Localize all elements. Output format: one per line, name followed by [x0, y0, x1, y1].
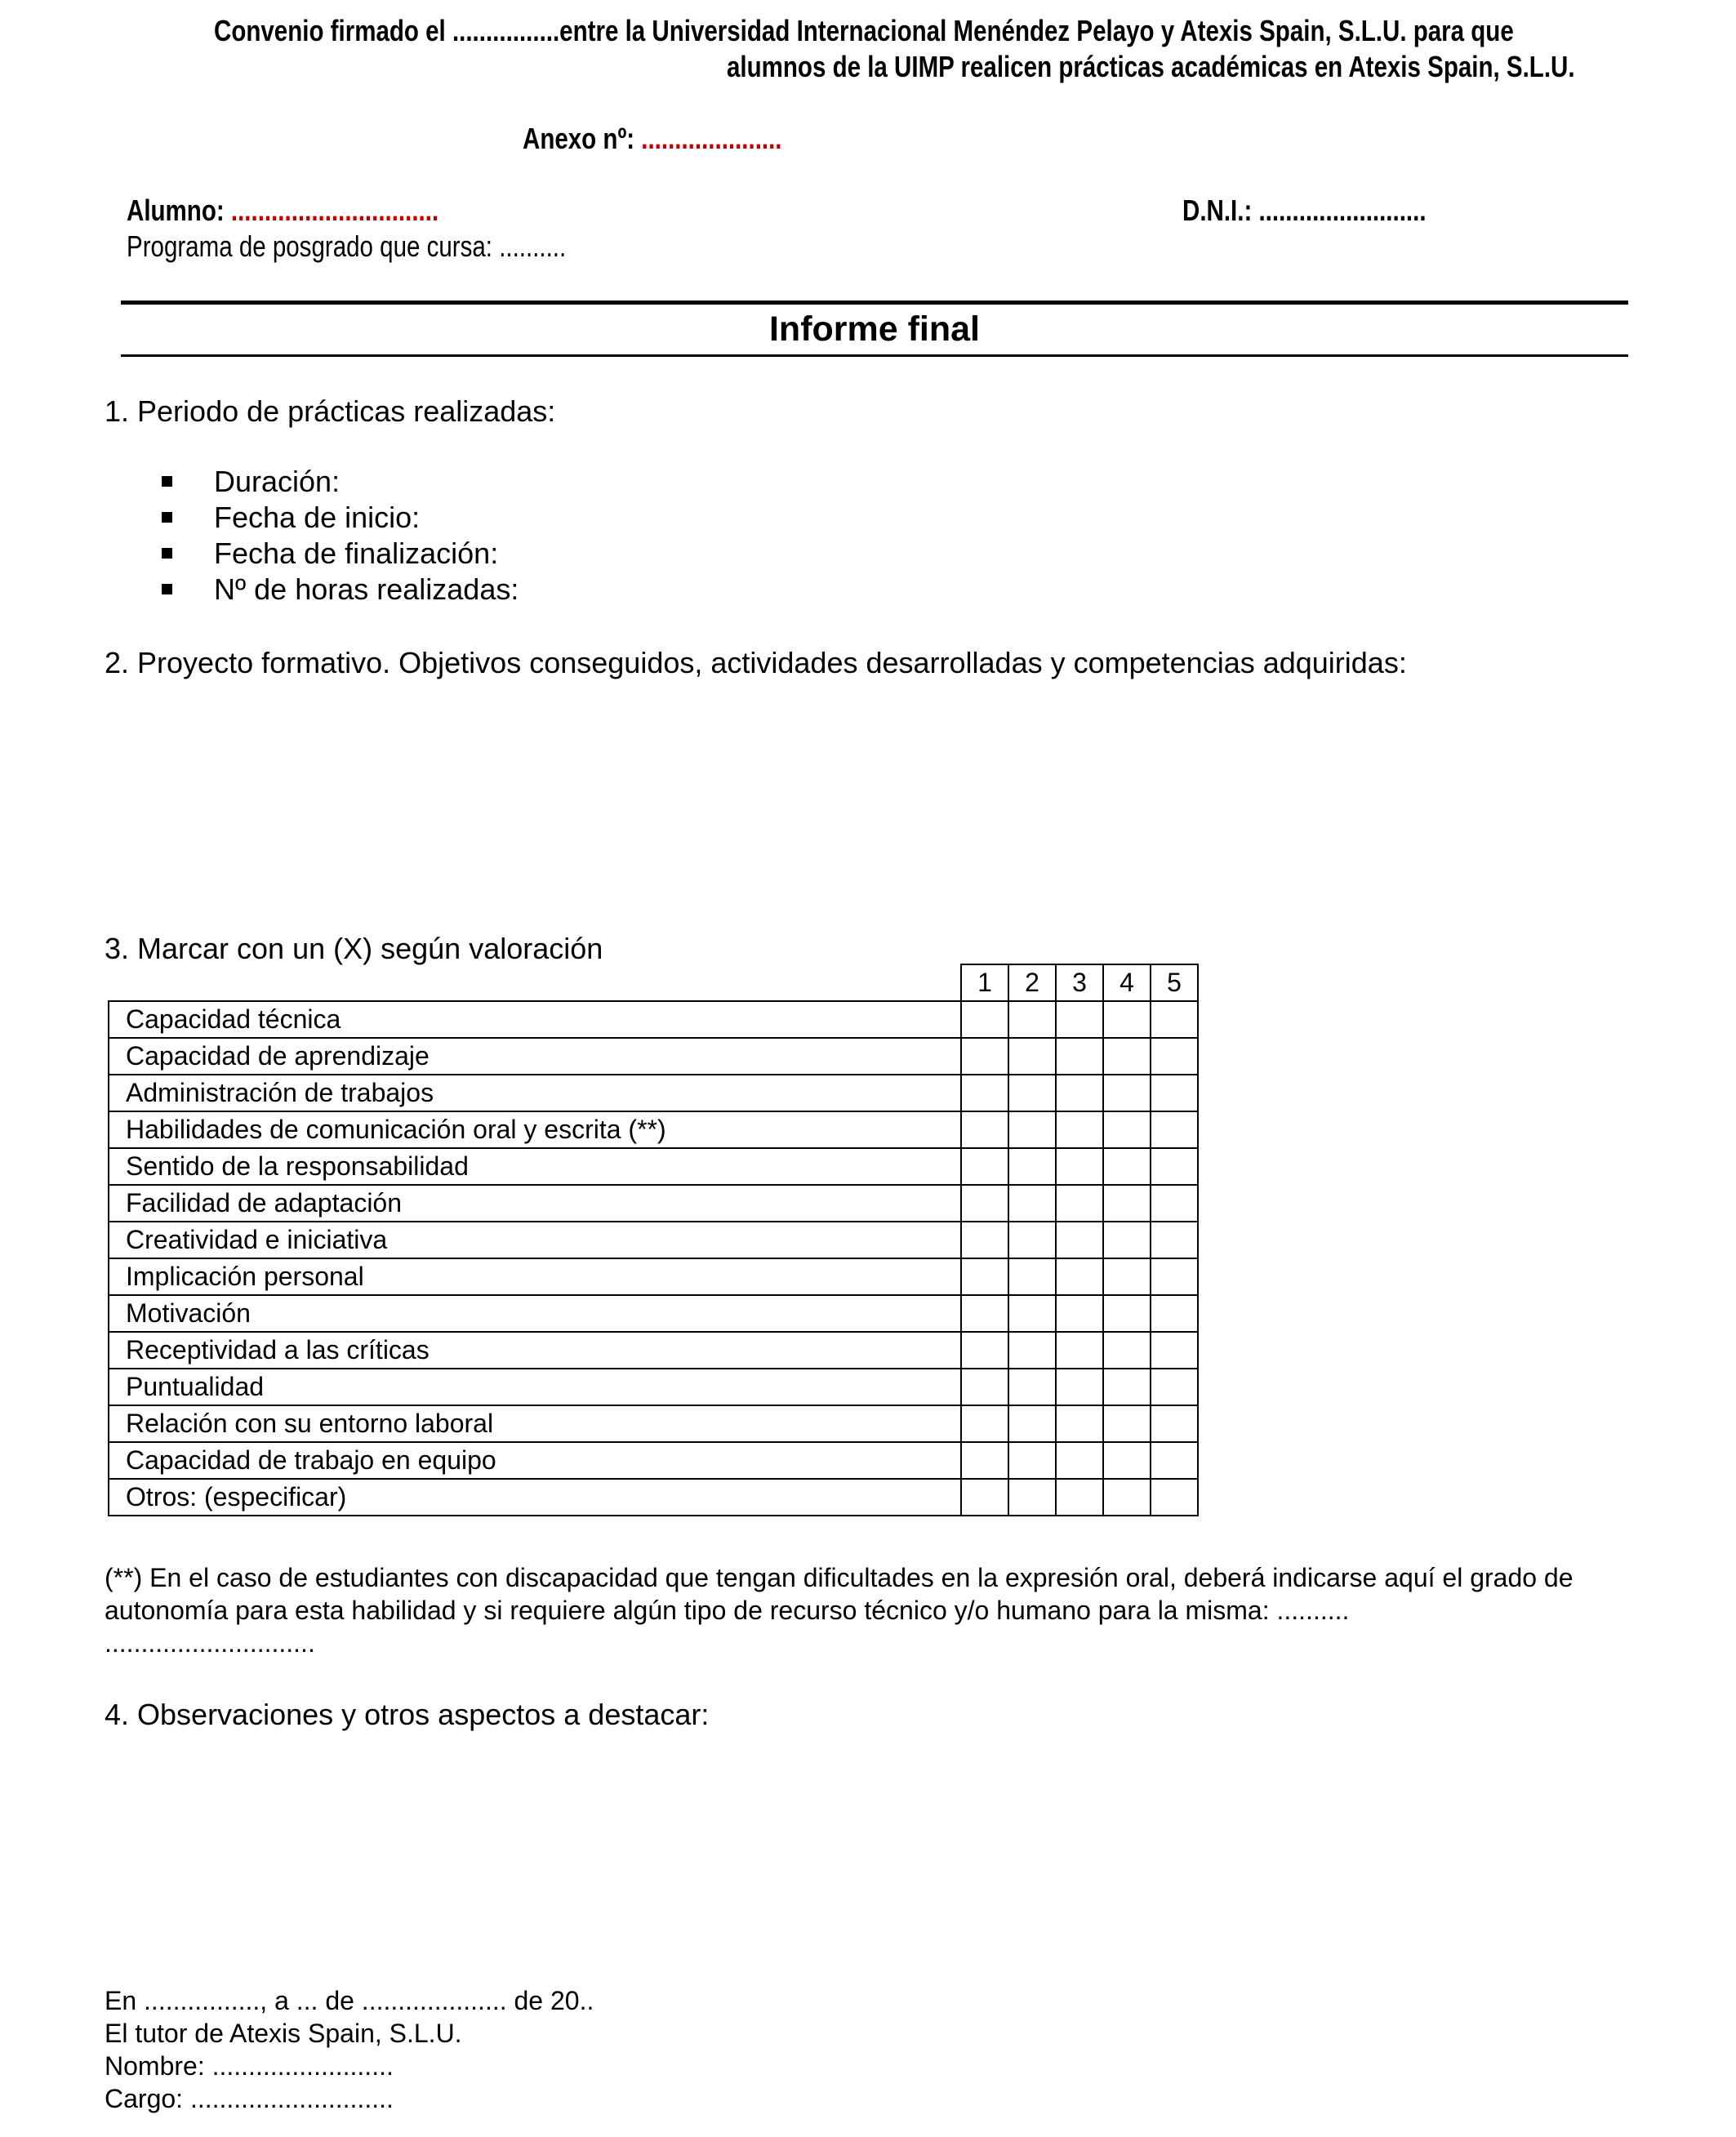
list-item [155, 536, 519, 572]
rating-cell-2[interactable] [1008, 1222, 1056, 1258]
list-item-label: Fecha de finalización: [214, 536, 499, 570]
list-item-label: Nº de horas realizadas: [214, 572, 519, 606]
list-item-label: Duración: [214, 465, 341, 498]
rating-cell-3[interactable] [1056, 1148, 1103, 1185]
rating-cell-1[interactable] [961, 1405, 1008, 1442]
rating-table [108, 964, 1199, 1516]
rating-cell-1[interactable] [961, 1332, 1008, 1369]
rating-cell-2[interactable] [1008, 1185, 1056, 1222]
bullet-icon [162, 512, 172, 523]
alumno-label: Alumno: [127, 194, 225, 227]
table-row [109, 1405, 1198, 1442]
rating-cell-3[interactable] [1056, 1038, 1103, 1075]
rating-cell-2[interactable] [1008, 1258, 1056, 1295]
rating-cell-2[interactable] [1008, 1332, 1056, 1369]
score-header-3: 3 [1056, 964, 1103, 1001]
rating-cell-5[interactable] [1151, 1001, 1198, 1038]
section-2-heading: 2. Proyecto formativo. Objetivos conseguidos, actividades desarrolladas y competencias adquiridas: [105, 646, 1407, 679]
rating-criterion-label: Administración de trabajos [109, 1075, 961, 1111]
rating-cell-5[interactable] [1151, 1442, 1198, 1479]
list-item [155, 500, 519, 536]
table-row [109, 1185, 1198, 1222]
programa-field[interactable]: Programa de posgrado que cursa: .......... [127, 229, 567, 263]
score-header-1: 1 [961, 964, 1008, 1001]
rating-cell-5[interactable] [1151, 1479, 1198, 1516]
table-row [109, 1479, 1198, 1516]
rating-cell-4[interactable] [1103, 1295, 1151, 1332]
rating-cell-1[interactable] [961, 1222, 1008, 1258]
rating-cell-4[interactable] [1103, 1222, 1151, 1258]
score-header-5: 5 [1151, 964, 1198, 1001]
rating-cell-5[interactable] [1151, 1295, 1198, 1332]
score-header-4: 4 [1103, 964, 1151, 1001]
rating-criterion-label: Motivación [109, 1295, 961, 1332]
rating-criterion-label: Creatividad e iniciativa [109, 1222, 961, 1258]
rating-cell-1[interactable] [961, 1185, 1008, 1222]
rating-cell-1[interactable] [961, 1258, 1008, 1295]
rating-criterion-label: Capacidad de aprendizaje [109, 1038, 961, 1075]
page-title: Informe final [768, 309, 981, 349]
rating-cell-5[interactable] [1151, 1222, 1198, 1258]
rating-cell-3[interactable] [1056, 1369, 1103, 1405]
rating-cell-2[interactable] [1008, 1295, 1056, 1332]
rating-cell-3[interactable] [1056, 1442, 1103, 1479]
rating-cell-1[interactable] [961, 1111, 1008, 1148]
title-bottom-rule [121, 354, 1628, 357]
table-row [109, 1148, 1198, 1185]
bullet-icon [162, 476, 172, 487]
rating-cell-5[interactable] [1151, 1405, 1198, 1442]
rating-cell-2[interactable] [1008, 1479, 1056, 1516]
rating-cell-2[interactable] [1008, 1148, 1056, 1185]
anexo-field [523, 121, 782, 157]
note-text: (**) En el caso de estudiantes con discapacidad que tengan dificultades en la expresión oral, deberá indicarse aquí el grado de autonomía para esta habilidad y si requiere algún tipo de recurso técnico y/o humano para la misma: .......... [105, 1563, 1574, 1625]
rating-criterion-label: Implicación personal [109, 1258, 961, 1295]
table-row [109, 1222, 1198, 1258]
rating-cell-4[interactable] [1103, 1075, 1151, 1111]
rating-cell-5[interactable] [1151, 1258, 1198, 1295]
rating-cell-4[interactable] [1103, 1148, 1151, 1185]
list-item [155, 572, 519, 608]
rating-cell-4[interactable] [1103, 1442, 1151, 1479]
rating-cell-2[interactable] [1008, 1111, 1056, 1148]
cargo-line[interactable]: Cargo: ............................ [105, 2084, 394, 2113]
rating-criterion-label: Receptividad a las críticas [109, 1332, 961, 1369]
rating-cell-1[interactable] [961, 1442, 1008, 1479]
rating-criterion-label: Capacidad de trabajo en equipo [109, 1442, 961, 1479]
rating-criterion-label: Habilidades de comunicación oral y escrita (**) [109, 1111, 961, 1148]
bullet-icon [162, 548, 172, 559]
tutor-line: El tutor de Atexis Spain, S.L.U. [105, 2019, 462, 2048]
discapacidad-note [105, 1561, 1631, 1659]
rating-cell-3[interactable] [1056, 1332, 1103, 1369]
rating-cell-5[interactable] [1151, 1111, 1198, 1148]
rating-cell-3[interactable] [1056, 1111, 1103, 1148]
rating-cell-3[interactable] [1056, 1222, 1103, 1258]
rating-cell-1[interactable] [961, 1369, 1008, 1405]
rating-cell-3[interactable] [1056, 1075, 1103, 1111]
rating-criterion-label: Sentido de la responsabilidad [109, 1148, 961, 1185]
rating-cell-5[interactable] [1151, 1185, 1198, 1222]
rating-cell-1[interactable] [961, 1295, 1008, 1332]
table-row [109, 1332, 1198, 1369]
alumno-field [127, 193, 438, 229]
rating-cell-5[interactable] [1151, 1369, 1198, 1405]
rating-criterion-label: Capacidad técnica [109, 1001, 961, 1038]
section-3-heading: 3. Marcar con un (X) según valoración [105, 932, 603, 965]
rating-cell-4[interactable] [1103, 1405, 1151, 1442]
convenio-line-1: Convenio firmado el ................entre la Universidad Internacional Menéndez Pelayo y Atexis Spain, S.L.U. para que [214, 14, 1514, 47]
rating-cell-1[interactable] [961, 1001, 1008, 1038]
dni-label: D.N.I.: [1182, 194, 1253, 227]
rating-cell-5[interactable] [1151, 1075, 1198, 1111]
title-top-rule [121, 301, 1628, 305]
bullet-icon [162, 584, 172, 594]
rating-criterion-label: Facilidad de adaptación [109, 1185, 961, 1222]
rating-cell-1[interactable] [961, 1148, 1008, 1185]
rating-cell-3[interactable] [1056, 1405, 1103, 1442]
rating-cell-1[interactable] [961, 1038, 1008, 1075]
score-header-2: 2 [1008, 964, 1056, 1001]
table-row [109, 1442, 1198, 1479]
section-1-heading: 1. Periodo de prácticas realizadas: [105, 394, 556, 428]
rating-criterion-label: Relación con su entorno laboral [109, 1405, 961, 1442]
rating-header-row [109, 964, 1198, 1001]
rating-cell-4[interactable] [1103, 1369, 1151, 1405]
table-row [109, 1295, 1198, 1332]
rating-cell-1[interactable] [961, 1479, 1008, 1516]
rating-cell-3[interactable] [1056, 1258, 1103, 1295]
section-4-heading: 4. Observaciones y otros aspectos a destacar: [105, 1698, 710, 1731]
table-row [109, 1075, 1198, 1111]
rating-criterion-label: Otros: (especificar) [109, 1479, 961, 1516]
rating-cell-4[interactable] [1103, 1332, 1151, 1369]
rating-cell-2[interactable] [1008, 1405, 1056, 1442]
rating-cell-3[interactable] [1056, 1185, 1103, 1222]
table-row [109, 1369, 1198, 1405]
rating-cell-4[interactable] [1103, 1185, 1151, 1222]
rating-cell-2[interactable] [1008, 1442, 1056, 1479]
list-item-label: Fecha de inicio: [214, 501, 421, 534]
rating-cell-2[interactable] [1008, 1038, 1056, 1075]
table-row [109, 1258, 1198, 1295]
rating-cell-2[interactable] [1008, 1369, 1056, 1405]
rating-cell-3[interactable] [1056, 1295, 1103, 1332]
rating-cell-3[interactable] [1056, 1479, 1103, 1516]
anexo-value[interactable]: ..................... [634, 122, 782, 155]
rating-cell-2[interactable] [1008, 1075, 1056, 1111]
rating-body [109, 1001, 1198, 1516]
dni-field [1182, 193, 1427, 229]
anexo-label: Anexo nº: [523, 122, 635, 155]
rating-criterion-label: Puntualidad [109, 1369, 961, 1405]
rating-cell-4[interactable] [1103, 1479, 1151, 1516]
rating-cell-4[interactable] [1103, 1001, 1151, 1038]
list-item [155, 464, 519, 500]
rating-cell-1[interactable] [961, 1075, 1008, 1111]
table-row [109, 1111, 1198, 1148]
rating-cell-4[interactable] [1103, 1258, 1151, 1295]
note-dots[interactable]: ............................. [105, 1628, 315, 1658]
table-row [109, 1038, 1198, 1075]
rating-cell-4[interactable] [1103, 1038, 1151, 1075]
place-date-line[interactable]: En ................, a ... de .................... de 20.. [105, 1986, 594, 2015]
rating-cell-5[interactable] [1151, 1332, 1198, 1369]
convenio-line-2: alumnos de la UIMP realicen prácticas académicas en Atexis Spain, S.L.U. [727, 50, 1575, 83]
dni-value[interactable]: ......................... [1252, 194, 1427, 227]
rating-cell-5[interactable] [1151, 1148, 1198, 1185]
rating-cell-3[interactable] [1056, 1001, 1103, 1038]
nombre-line[interactable]: Nombre: ......................... [105, 2051, 394, 2081]
rating-cell-4[interactable] [1103, 1111, 1151, 1148]
rating-cell-2[interactable] [1008, 1001, 1056, 1038]
rating-cell-5[interactable] [1151, 1038, 1198, 1075]
rating-header-blank [109, 964, 961, 1001]
table-row [109, 1001, 1198, 1038]
section-1-list [155, 464, 519, 608]
alumno-value[interactable]: ............................... [224, 194, 439, 227]
